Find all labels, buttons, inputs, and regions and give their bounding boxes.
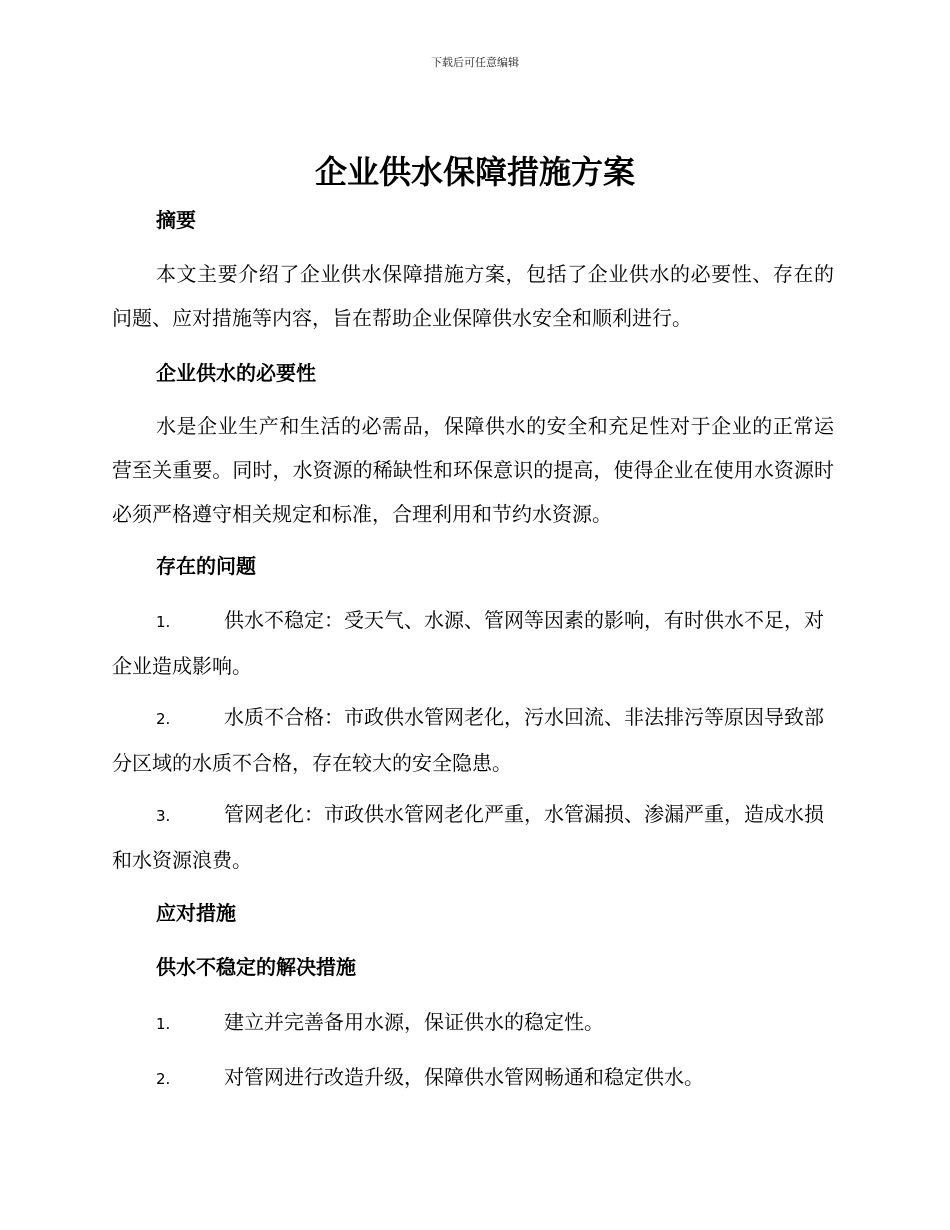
list-item — [112, 695, 834, 785]
list-item — [112, 598, 834, 688]
list-item-number: 1. — [156, 613, 171, 631]
list-item-text: 供水不稳定：受天气、水源、管网等因素的影响，有时供水不足，对企业造成影响。 — [112, 608, 824, 678]
list-item-text: 建立并完善备用水源，保证供水的稳定性。 — [224, 1010, 604, 1034]
problems-heading: 存在的问题 — [156, 554, 256, 578]
list-item — [112, 1000, 834, 1046]
list-item-number: 1. — [156, 1015, 171, 1033]
list-item — [112, 1055, 834, 1101]
abstract-heading: 摘要 — [156, 208, 196, 232]
measures-heading: 应对措施 — [156, 901, 236, 925]
list-item — [112, 792, 834, 882]
list-item-text: 水质不合格：市政供水管网老化，污水回流、非法排污等原因导致部分区域的水质不合格，存在较大的安全隐患。 — [112, 705, 824, 775]
list-item-number: 2. — [156, 710, 171, 728]
header-note: 下载后可任意编辑 — [431, 56, 519, 69]
list-item-number: 2. — [156, 1070, 171, 1088]
list-item-text: 对管网进行改造升级，保障供水管网畅通和稳定供水。 — [224, 1065, 704, 1089]
necessity-paragraph: 水是企业生产和生活的必需品，保障供水的安全和充足性对于企业的正常运营至关重要。同时，水资源的稀缺性和环保意识的提高，使得企业在使用水资源时必须严格遵守相关规定和标准，合理利用和节约水资源。 — [112, 414, 834, 526]
abstract-paragraph: 本文主要介绍了企业供水保障措施方案，包括了企业供水的必要性、存在的问题、应对措施等内容，旨在帮助企业保障供水安全和顺利进行。 — [112, 262, 834, 330]
list-item-text: 管网老化：市政供水管网老化严重，水管漏损、渗漏严重，造成水损和水资源浪费。 — [112, 802, 824, 872]
necessity-heading: 企业供水的必要性 — [156, 361, 316, 385]
unstable-supply-heading: 供水不稳定的解决措施 — [156, 955, 356, 979]
document-title: 企业供水保障措施方案 — [314, 153, 635, 191]
list-item-number: 3. — [156, 807, 171, 825]
